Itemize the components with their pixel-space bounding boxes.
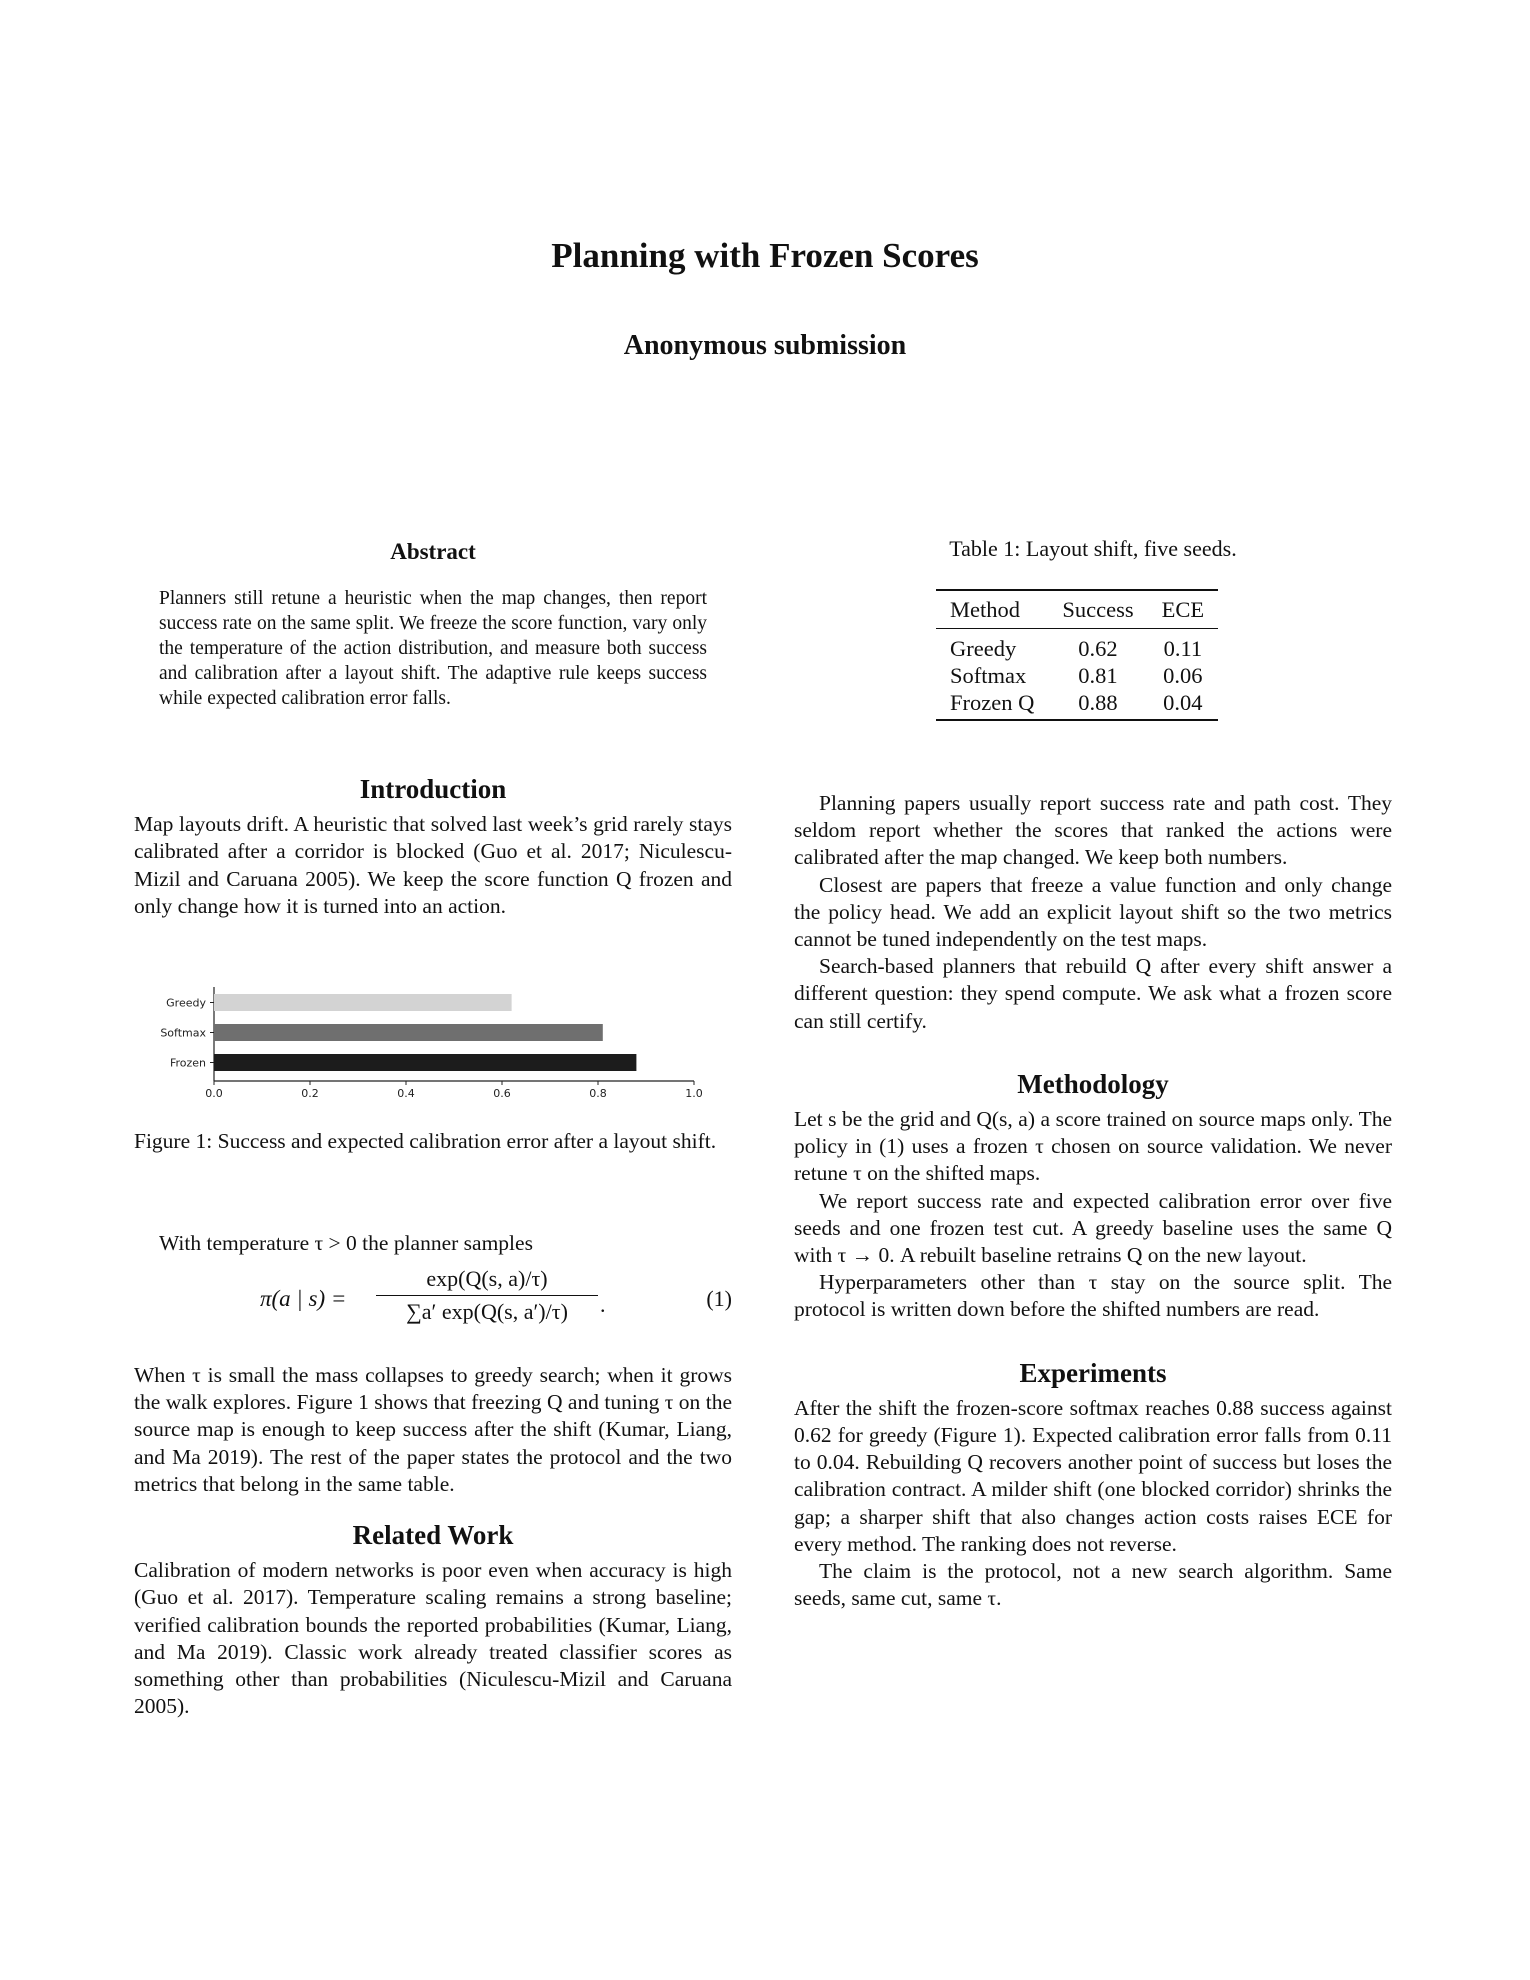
equation-numerator: exp(Q(s, a)/τ) (376, 1266, 598, 1296)
introduction-heading: Introduction (359, 774, 507, 804)
right-paragraph-1: Planning papers usually report success rate and path cost. They seldom report whether the scores that ranked the actions were calibrated after the map changed. We keep both numbers. (794, 791, 1392, 870)
abstract-heading: Abstract (390, 539, 476, 564)
x-tick-label: 0.0 (205, 1087, 223, 1100)
table-cell-method: Frozen Q (950, 690, 1035, 715)
table-cell-ece: 0.04 (1163, 690, 1203, 715)
table-cell-ece: 0.06 (1163, 663, 1203, 688)
table-cell-method: Softmax (950, 663, 1027, 688)
methodology-paragraph-1: Let s be the grid and Q(s, a) a score trained on source maps only. The policy in (1) uses a frozen τ chosen on source validation. We never retune τ on the shifted maps. (794, 1107, 1392, 1186)
x-tick-label: 0.2 (301, 1087, 319, 1100)
experiments-paragraph-2: The claim is the protocol, not a new search algorithm. Same seeds, same cut, same τ. (794, 1559, 1392, 1611)
abstract-text: Planners still retune a heuristic when the map changes, then report success rate on the same split. We freeze the score function, vary only the temperature of the action distribution, and measure both success and calibration after a layout shift. The adaptive rule keeps success while expected calibration error falls. (159, 588, 707, 709)
right-paragraph-2: Closest are papers that freeze a value function and only change the policy head. We add an explicit layout shift so the two metrics cannot be tuned independently on the test maps. (794, 872, 1392, 952)
right-paragraph-3: Search-based planners that rebuild Q after every shift answer a different question: they spend compute. We ask what a frozen score can still certify. (794, 954, 1392, 1033)
table-cell-ece: 0.11 (1163, 636, 1203, 661)
equation-1 (134, 1266, 732, 1336)
equation-denominator: ∑a′ exp(Q(s, a′)/τ) (406, 1299, 568, 1324)
equation-lhs: π(a | s) = (260, 1286, 347, 1311)
methodology-heading: Methodology (1017, 1068, 1169, 1099)
equation-period: . (600, 1292, 606, 1317)
methodology-paragraph-2: We report success rate and expected calibration error over five seeds and one frozen test cut. A greedy baseline uses the same Q with τ → 0. A rebuilt baseline retrains Q on the new layout. (794, 1188, 1392, 1268)
figure-1-chart (140, 985, 710, 1103)
x-tick-label: 1.0 (685, 1087, 703, 1100)
table-header-method: Method (950, 597, 1020, 622)
introduction-section (134, 776, 732, 920)
bar-frozen (214, 1054, 636, 1071)
introduction-paragraph-3: When τ is small the mass collapses to greedy search; when it grows the walk explores. Figure 1 shows that freezing Q and tuning τ on the source map is enough to keep success after the shift (Kumar, Liang, and Ma 2019). The rest of the paper states the protocol and the two metrics that belong in the same table. (134, 1363, 732, 1496)
y-tick-label: Frozen (169, 1056, 206, 1070)
right-column-text (794, 790, 1392, 1612)
table-header-row (936, 590, 1218, 629)
equation-fraction (376, 1266, 598, 1325)
table-1-caption: Table 1: Layout shift, five seeds. (949, 536, 1237, 561)
table-row (936, 629, 1218, 663)
table-cell-success: 0.62 (1078, 636, 1118, 661)
table-header-ece: ECE (1161, 597, 1205, 622)
table-cell-method: Greedy (950, 636, 1017, 661)
table-cell-success: 0.81 (1078, 663, 1118, 688)
related-work-paragraph: Calibration of modern networks is poor even when accuracy is high (Guo et al. 2017). Temperature scaling remains a strong baseline; verified calibration bounds the reported probabilities (Kumar, Liang, and Ma 2019). Classic work already treated classifier scores as something other than probabilities (Niculescu-Mizil and Caruana 2005). (134, 1558, 732, 1719)
paper-title: Planning with Frozen Scores (551, 236, 979, 275)
x-tick-label: 0.6 (493, 1087, 511, 1100)
table-row (936, 689, 1218, 720)
bar-greedy (214, 994, 512, 1011)
introduction-paragraph-1: Map layouts drift. A heuristic that solved last week’s grid rarely stays calibrated after a corridor is blocked (Guo et al. 2017; Niculescu-Mizil and Caruana 2005). We keep the score function Q frozen and only change how it is turned into an action. (134, 812, 732, 918)
table-row (936, 662, 1218, 689)
equation-number: (1) (706, 1286, 732, 1311)
figure-1-caption: Figure 1: Success and expected calibration error after a layout shift. (134, 1129, 717, 1153)
y-tick-label: Greedy (166, 996, 206, 1010)
experiments-heading: Experiments (1019, 1357, 1167, 1388)
bar-softmax (214, 1024, 603, 1041)
y-tick-label: Softmax (160, 1026, 206, 1040)
introduction-continued (134, 1362, 732, 1720)
x-tick-label: 0.8 (589, 1087, 607, 1100)
table-header-success: Success (1062, 597, 1134, 622)
related-work-heading: Related Work (352, 1520, 514, 1551)
equation-intro-text (134, 1230, 732, 1257)
methodology-paragraph-3: Hyperparameters other than τ stay on the source split. The protocol is written down before the shifted numbers are read. (794, 1270, 1392, 1322)
x-tick-label: 0.4 (397, 1087, 415, 1100)
results-table (936, 589, 1218, 721)
introduction-paragraph-2: With temperature τ > 0 the planner samples (159, 1231, 533, 1255)
experiments-paragraph-1: After the shift the frozen-score softmax reaches 0.88 success against 0.62 for greedy (Figure 1). Expected calibration error falls from 0.11 to 0.04. Rebuilding Q recovers another point of success but loses the calibration contract. A milder shift (one blocked corridor) shrinks the gap; a sharper shift that also changes action costs raises ECE for every method. The ranking does not reverse. (794, 1395, 1392, 1556)
table-cell-success: 0.88 (1078, 690, 1118, 715)
paper-author: Anonymous submission (623, 330, 907, 361)
